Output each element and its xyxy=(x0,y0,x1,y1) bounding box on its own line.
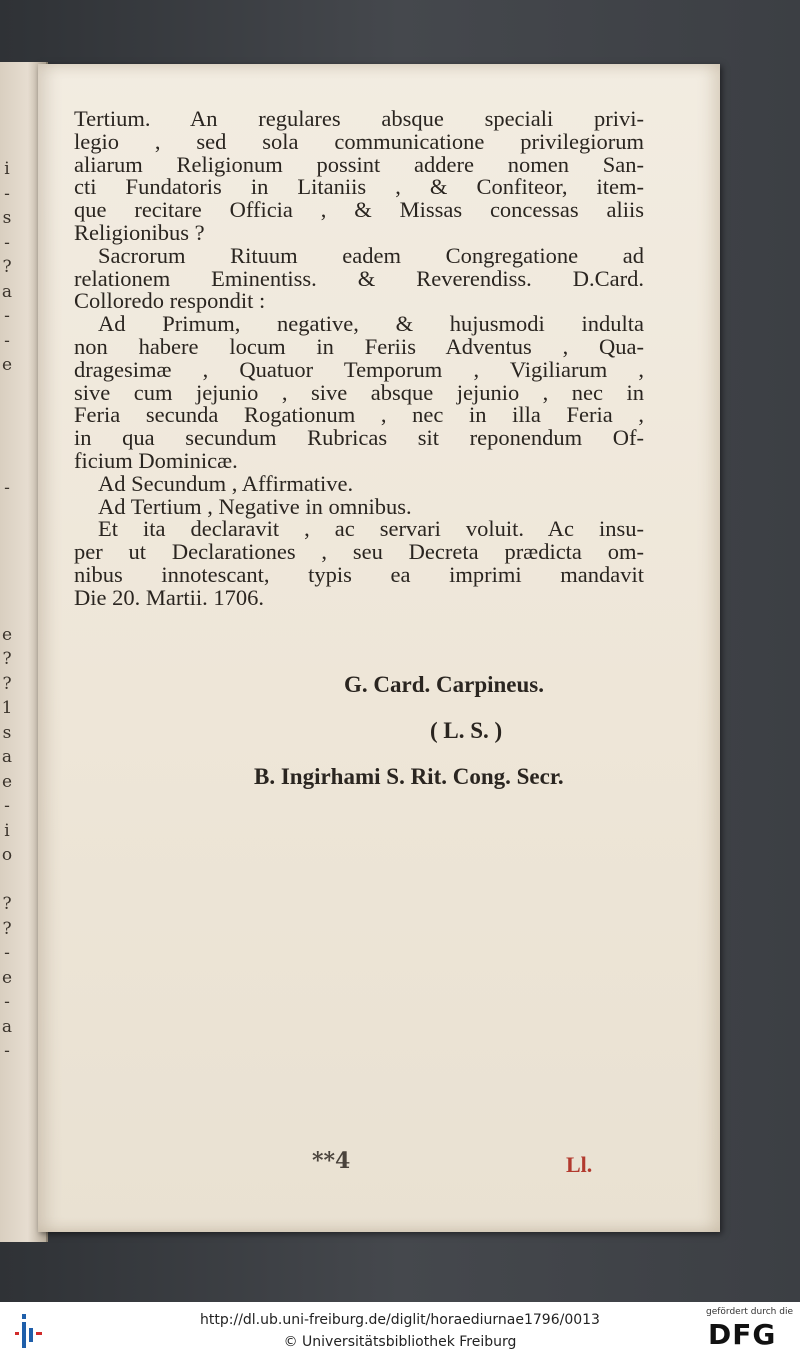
text-line: non habere locum in Feriis Adventus , Qua- xyxy=(74,333,644,359)
margin-glyph: ? xyxy=(2,894,12,914)
text-line: Ad Tertium , Negative in omnibus. xyxy=(98,493,412,519)
margin-glyph: o xyxy=(1,845,13,865)
signature-mark: **4 xyxy=(312,1148,351,1174)
text-line: sive cum jejunio , sive absque jejunio , nec in xyxy=(74,379,644,405)
margin-glyph: - xyxy=(4,183,10,204)
margin-glyph xyxy=(0,574,14,599)
margin-glyph: a xyxy=(1,1016,13,1037)
copyright-notice: © Universitätsbibliothek Freiburg xyxy=(283,1334,517,1350)
margin-glyph xyxy=(0,500,14,525)
text-line: aliarum Religionum possint addere nomen San- xyxy=(74,151,644,177)
margin-glyph: i xyxy=(4,159,10,179)
document-url-link[interactable]: http://dl.ub.uni-freiburg.de/diglit/horaediurnae1796/0013 xyxy=(200,1312,600,1328)
margin-glyph: - xyxy=(4,232,10,253)
margin-glyph xyxy=(0,598,14,623)
dfg-logo[interactable]: DFG xyxy=(708,1318,777,1351)
margin-glyph: e xyxy=(1,624,13,645)
margin-glyph xyxy=(0,402,14,427)
text-line: relationem Eminentiss. & Reverendiss. D.Card. xyxy=(74,265,644,291)
margin-glyph: - xyxy=(4,992,10,1012)
margin-glyph: - xyxy=(4,1041,10,1061)
margin-glyph: - xyxy=(4,796,10,816)
signature-ingirhami: B. Ingirhami S. Rit. Cong. Secr. xyxy=(254,764,564,789)
funder-note: gefördert durch die xyxy=(706,1307,793,1317)
margin-glyph: 1 xyxy=(1,698,13,718)
text-line: Die 20. Martii. 1706. xyxy=(74,584,264,610)
text-line: legio , sed sola communicatione privilegiorum xyxy=(74,128,644,154)
text-line: Tertium. An regulares absque speciali privi- xyxy=(74,106,644,131)
margin-glyph: - xyxy=(4,306,10,326)
text-line: ficium Dominicæ. xyxy=(74,447,238,473)
margin-glyph: s xyxy=(2,208,12,228)
margin-glyph: e xyxy=(1,355,13,375)
seal-ls: ( L. S. ) xyxy=(430,718,503,743)
text-line: cti Fundatoris in Litaniis , & Confiteor, item- xyxy=(74,174,644,200)
page-body-text xyxy=(74,108,644,610)
catchword-red: Ll. xyxy=(566,1152,593,1177)
margin-glyph xyxy=(0,427,14,452)
margin-glyph: i xyxy=(4,820,10,841)
margin-glyph: - xyxy=(4,477,10,498)
margin-glyph xyxy=(0,525,14,550)
margin-glyph: ? xyxy=(2,257,12,277)
signature-carpineus: G. Card. Carpineus. xyxy=(344,672,544,697)
margin-glyph: ? xyxy=(2,673,12,694)
margin-glyph: e xyxy=(1,967,13,988)
margin-glyph xyxy=(0,451,14,476)
margin-glyph xyxy=(0,868,14,893)
text-line: nibus innotescant, typis ea imprimi mandavit xyxy=(74,561,644,587)
text-line: Religionibus ? xyxy=(74,219,205,245)
margin-glyph: - xyxy=(4,943,10,963)
text-line: Ad Primum, negative, & hujusmodi indulta xyxy=(98,311,644,337)
margin-glyph xyxy=(0,549,14,574)
margin-glyph: a xyxy=(1,281,13,302)
margin-glyph: e xyxy=(1,771,13,792)
left-page-margin-glyphs xyxy=(0,157,14,1064)
text-line: Ad Secundum , Affirmative. xyxy=(98,470,354,496)
text-line: in qua secundum Rubricas sit reponendum Of- xyxy=(74,425,644,451)
text-line: per ut Declarationes , seu Decreta prædicta om- xyxy=(74,539,644,565)
margin-glyph xyxy=(0,378,14,403)
text-line: Colloredo respondit : xyxy=(74,288,266,314)
margin-glyph: a xyxy=(1,747,13,767)
text-line: que recitare Officia , & Missas concessas aliis xyxy=(74,197,644,223)
margin-glyph: s xyxy=(2,722,12,743)
text-line: Feria secunda Rogationum , nec in illa Feria , xyxy=(74,402,644,428)
text-line: Sacrorum Rituum eadem Congregatione ad xyxy=(98,242,644,268)
margin-glyph: ? xyxy=(2,918,12,939)
margin-glyph: - xyxy=(4,330,10,351)
text-line: Et ita declaravit , ac servari voluit. Ac insu- xyxy=(98,516,644,542)
text-line: dragesimæ , Quatuor Temporum , Vigiliarum , xyxy=(74,356,644,382)
margin-glyph: ? xyxy=(2,649,12,669)
